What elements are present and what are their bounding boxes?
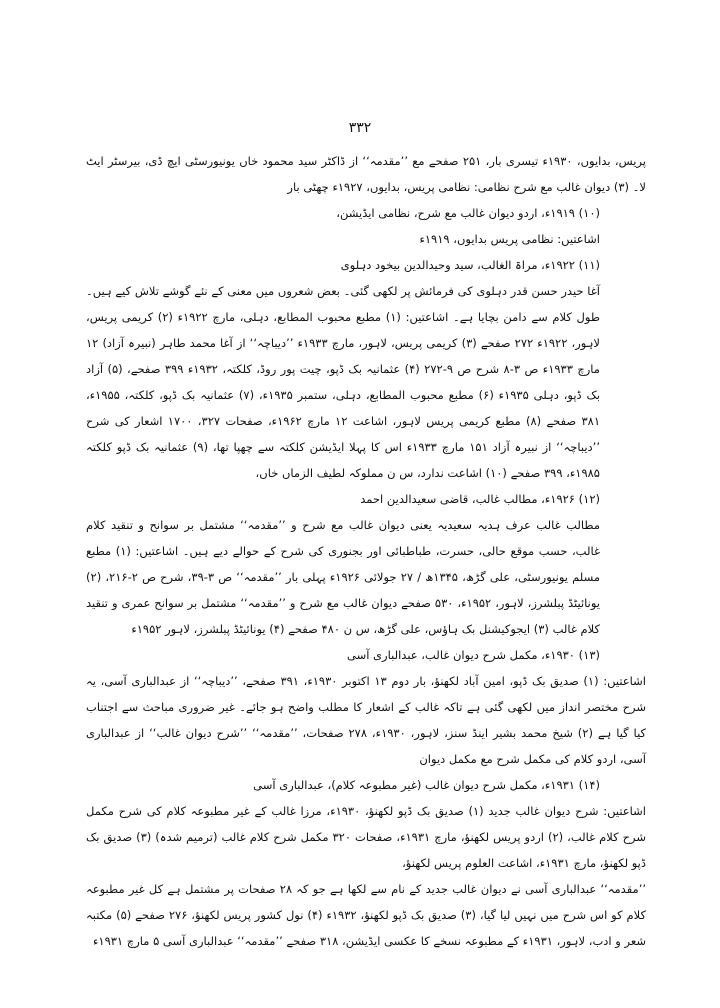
paragraph-body: اشاعتیں: (۱) صدیق بک ڈپو، امین آباد لکھنؤ، بار دوم ۱۳ اکتوبر ۱۹۳۰ء، ۳۹۱ صفحے، ’’دیباچہ‘‘ از عبدالباری آسی، یہ شرح مختصر انداز میں لکھی گئی ہے تاکہ غالب کے اشعار کا مطلب واضح ہو جائے۔ غیر ضروری مباحث سے اجتناب کیا گیا ہے (۲) شیخ محمد بشیر اینڈ سنز، لاہور، ۱۹۳۰ء، ۲۷۸ صفحات، ’’مقدمہ‘‘ ’’شرح دیوان غالب‘‘ از عبدالباری آسی، اردو کلام کی مکمل شرح مع مکمل دیوان <box>86 674 647 766</box>
paragraph-body: ’’مقدمہ‘‘ عبدالباری آسی نے دیوان غالب جدید کے نام سے لکھا ہے جو کہ ۲۸ صفحات پر مشتمل ہے کل غیر مطبوعہ کلام کو اس شرح میں نہیں لیا گیا، (۳) صدیق بک ڈپو لکھنؤ، ۱۹۳۲ء (۴) نول کشور پریس لکھنؤ، ۲۷۶ صفحے (۵) مکتبہ شعر و ادب، لاہور، ۱۹۳۱ء کے مطبوعہ نسخے کا عکسی ایڈیشن، ۳۱۸ صفحے ’’مقدمہ‘‘ عبدالباری آسی ۵ مارچ ۱۹۳۱ء <box>86 882 646 948</box>
entry-heading: (۱۲) ۱۹۲۶ء، مطالب غالب، قاضی سعیدالدین احمد <box>360 492 600 506</box>
entry-heading: (۱۴) ۱۹۳۱ء، مکمل شرح دیوان غالب (غیر مطبوعہ کلام)، عبدالباری آسی <box>253 778 600 792</box>
paragraph-body: پریس، بدایوں، ۱۹۳۰ء تیسری بار، ۲۵۱ صفحے مع ’’مقدمہ‘‘ از ڈاکٹر سید محمود خاں یونیورسٹی ایچ ڈی، بیرسٹر ایٹ لا۔ (۳) دیوان غالب مع شرح نظامی: نظامی پریس، بدایوں، ۱۹۲۷ء چھٹی بار <box>86 154 646 194</box>
paragraph-body: آغا حیدر حسن قدر دہلوی کی فرمائش پر لکھی گئی۔ بعض شعروں میں معنی کے نئے گوشے تلاش کیے ہیں۔ طول کلام سے دامن بچایا ہے۔ اشاعتیں: (۱) مطبع محبوب المطابع، دہلی، مارچ ۱۹۲۲ء (۲) کریمی پریس، لاہور، ۱۹۲۲ء ۲۷۲ صفحے (۳) کریمی پریس، لاہور، مارچ ۱۹۳۳ء ’’دیباچہ‘‘ از آغا محمد طاہر (نبیرہ آزاد) ۱۲ مارچ ۱۹۳۳ء ص ۳-۸ شرح ص ۹-۲۷۲ (۴) عثمانیہ بک ڈپو، چیت پور روڈ، کلکتہ، ۱۹۳۲ء ۳۹۹ صفحے، (۵) آزاد بک ڈپو، دہلی ۱۹۳۵ء (۶) مطبع محبوب المطابع، دہلی، ستمبر ۱۹۳۵ء، (۷) عثمانیہ بک ڈپو، کلکتہ، ۱۹۵۵ء، ۳۸۱ صفحے (۸) مطبع کریمی پریس لاہور، اشاعت ۱۲ مارچ ۱۹۶۲ء، صفحات ۳۲۷، ۱۷۰۰ اشعار کی شرح ’’دیباچہ‘‘ از نبیرہ آزاد ۱۵۱ مارچ ۱۹۳۳ء اس کا پہلا ایڈیشن کلکتہ سے چھپا تھا، (۹) عثمانیہ بک ڈپو کلکتہ ۱۹۸۵ء، ۳۹۹ صفحے (۱۰) اشاعت ندارد، س ن مملوکہ لطیف الزماں خاں، <box>86 284 601 480</box>
entry-heading: اشاعتیں: نظامی پریس بدایوں، ۱۹۱۹ء <box>419 232 600 246</box>
paragraph-body: اشاعتیں: شرح دیوان غالب جدید (۱) صدیق بک ڈپو لکھنؤ، ۱۹۳۰ء، مرزا غالب کے غیر مطبوعہ کلام کی شرح مکمل شرح کلام غالب، (۲) اردو پریس لکھنؤ، مارچ ۱۹۳۱ء، صفحات ۳۲۰ مکمل شرح کلام غالب (ترمیم شدہ) (۳) صدیق بک ڈپو لکھنؤ، مارچ ۱۹۳۱ء، اشاعت العلوم پریس لکھنؤ، <box>86 804 646 870</box>
entry-heading: (۱۱) ۱۹۲۲ء، مراۃ الغالب، سید وحیدالدین بیخود دہلوی <box>340 258 600 272</box>
entry-heading: (۱۳) ۱۹۳۰ء، مکمل شرح دیوان غالب، عبدالباری آسی <box>346 648 600 662</box>
page-number: ۳۳۲ <box>348 120 372 136</box>
page-content <box>86 148 646 954</box>
paragraph-body: مطالب غالب عرف ہدیہ سعیدیہ یعنی دیوان غالب مع شرح و ’’مقدمہ‘‘ مشتمل بر سوانح و تنقید کلام غالب، حسب موقع حالی، حسرت، طباطبائی اور بجنوری کی شرح کے حوالے دیے ہیں۔ اشاعتیں: (۱) مطبع مسلم یونیورسٹی، علی گڑھ، ۱۳۴۵ھ / ۲۷ جولائی ۱۹۲۶ء پہلی بار ’’مقدمہ‘‘ ص ۳-۳۹، شرح ص ۲-۲۱۶، (۲) یونائیٹڈ پبلشرز، لاہور، ۱۹۵۲ء، ۵۳۰ صفحے دیوان غالب مع شرح و ’’مقدمہ‘‘ مشتمل بر سوانح عمری و تنقید کلام غالب (۳) ایجوکیشنل بک ہاؤس، علی گڑھ، س ن ۴۸۰ صفحے (۴) یونائیٹڈ پبلشرز، لاہور ۱۹۵۲ء <box>86 518 601 636</box>
entry-heading: (۱۰) ۱۹۱۹ء، اردو دیوان غالب مع شرح، نظامی ایڈیشن، <box>336 206 600 220</box>
